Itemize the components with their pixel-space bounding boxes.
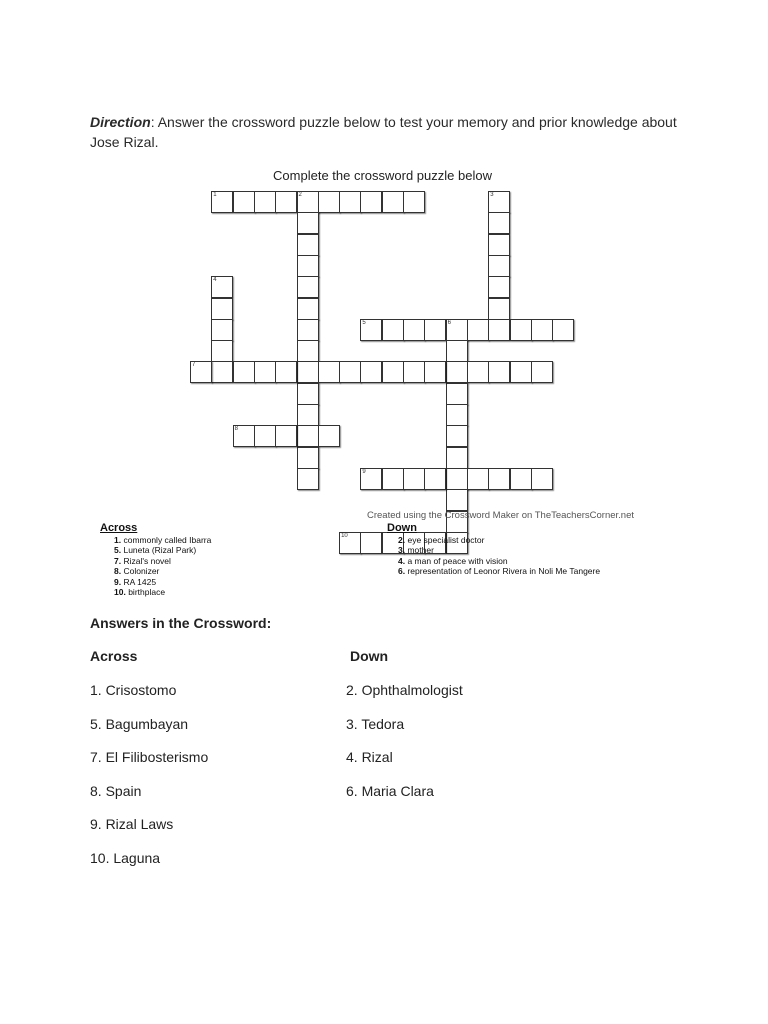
answer-item: 1. Crisostomo (90, 682, 177, 698)
crossword-cell[interactable] (297, 340, 319, 362)
crossword-cell[interactable] (233, 361, 255, 383)
crossword-cell[interactable] (297, 319, 319, 341)
crossword-cell[interactable] (297, 425, 319, 447)
crossword-cell[interactable] (552, 319, 574, 341)
crossword-cell[interactable] (360, 361, 382, 383)
crossword-cell[interactable] (446, 404, 468, 426)
clue-row: 5. Luneta (Rizal Park) (114, 545, 197, 556)
crossword-cell[interactable] (275, 425, 297, 447)
answer-item: 3. Tedora (346, 715, 405, 732)
crossword-cell[interactable] (297, 276, 319, 298)
crossword-cell[interactable] (275, 191, 297, 213)
crossword-cell[interactable] (446, 425, 468, 447)
crossword-cell[interactable] (211, 340, 233, 362)
answer-item: 7. El Filibosterismo (90, 749, 209, 766)
answer-item: 8. Spain (90, 782, 142, 799)
clue-row: 2. eye specialist doctor (398, 535, 485, 545)
clue-number: 8 (234, 426, 238, 433)
crossword-cell[interactable] (403, 191, 425, 213)
crossword-cell[interactable] (382, 361, 404, 383)
answers-down-header: Down (350, 648, 389, 664)
crossword-cell[interactable] (467, 468, 489, 490)
crossword-cell[interactable] (488, 255, 510, 277)
crossword-cell[interactable] (211, 276, 233, 298)
crossword-cell[interactable] (531, 468, 553, 490)
crossword-cell[interactable] (233, 191, 255, 213)
crossword-cell[interactable] (297, 383, 319, 405)
crossword-cell[interactable] (275, 361, 297, 383)
crossword-cell[interactable] (297, 404, 319, 426)
crossword-cell[interactable] (297, 234, 319, 256)
crossword-cell[interactable] (297, 255, 319, 277)
crossword-cell[interactable] (446, 319, 468, 341)
crossword-cell[interactable] (446, 383, 468, 405)
down-clues-header: Down (387, 522, 417, 534)
crossword-cell[interactable] (360, 191, 382, 213)
crossword-cell[interactable] (254, 191, 276, 213)
clue-row: 8. Colonizer (114, 566, 160, 577)
crossword-cell[interactable] (254, 361, 276, 383)
crossword-cell[interactable] (510, 319, 532, 341)
answer-item: 6. Maria Clara (346, 782, 434, 799)
answers-down-list (346, 681, 463, 815)
crossword-cell[interactable] (531, 319, 553, 341)
answers-across-header: Across (90, 648, 138, 664)
crossword-cell[interactable] (297, 447, 319, 469)
direction-text: : Answer the crossword puzzle below to test your memory and prior knowledge about Jose Rizal. (90, 114, 677, 150)
clue-number: 1 (213, 192, 217, 198)
crossword-cell[interactable] (233, 425, 255, 447)
answer-item: 2. Ophthalmologist (346, 682, 463, 698)
crossword-cell[interactable] (360, 319, 382, 341)
crossword-cell[interactable] (297, 191, 319, 213)
crossword-cell[interactable] (211, 361, 233, 383)
crossword-cell[interactable] (318, 425, 340, 447)
puzzle-title: Complete the crossword puzzle below (273, 168, 492, 183)
clue-number: 10 (341, 532, 348, 539)
down-clues (387, 522, 600, 577)
crossword-cell[interactable] (297, 468, 319, 490)
crossword-cell[interactable] (531, 361, 553, 383)
answer-item: 5. Bagumbayan (90, 715, 189, 732)
crossword-cell[interactable] (211, 319, 233, 341)
crossword-cell[interactable] (488, 298, 510, 320)
crossword-cell[interactable] (382, 319, 404, 341)
answers-across-list (90, 681, 208, 883)
crossword-cell[interactable] (382, 468, 404, 490)
crossword-cell[interactable] (510, 361, 532, 383)
crossword-cell[interactable] (211, 191, 233, 213)
direction-label: Direction (90, 114, 151, 130)
crossword-cell[interactable] (403, 361, 425, 383)
clue-row: 3. mother (398, 545, 434, 556)
crossword-cell[interactable] (488, 361, 510, 383)
crossword-cell[interactable] (382, 191, 404, 213)
crossword-cell[interactable] (424, 361, 446, 383)
crossword-cell[interactable] (488, 191, 510, 213)
clue-row: 10. birthplace (114, 587, 166, 598)
crossword-cell[interactable] (488, 212, 510, 234)
crossword-cell[interactable] (488, 276, 510, 298)
crossword-cell[interactable] (360, 468, 382, 490)
crossword-cell[interactable] (403, 319, 425, 341)
crossword-cell[interactable] (446, 489, 468, 511)
clue-number: 3 (490, 192, 494, 198)
crossword-cell[interactable] (488, 319, 510, 341)
clue-number: 5 (362, 319, 366, 326)
clue-row: 4. a man of peace with vision (398, 555, 508, 566)
crossword-cell[interactable] (467, 319, 489, 341)
crossword-cell[interactable] (254, 425, 276, 447)
crossword-cell[interactable] (360, 532, 382, 554)
clue-number: 6 (447, 319, 451, 326)
crossword-cell[interactable] (211, 298, 233, 320)
clue-row: 6. representation of Leonor Rivera in Noli Me Tangere (398, 566, 601, 577)
clue-number: 7 (192, 362, 196, 369)
crossword-cell[interactable] (446, 447, 468, 469)
crossword-cell[interactable] (467, 361, 489, 383)
puzzle-credit: Created using the Crossword Maker on TheTeachersCorner.net (367, 510, 635, 521)
clue-number: 4 (213, 277, 217, 284)
crossword-cell[interactable] (488, 234, 510, 256)
clue-row: 9. RA 1425 (114, 576, 157, 587)
clue-row: 1. commonly called Ibarra (114, 535, 212, 545)
answer-item: 4. Rizal (346, 749, 393, 766)
crossword-cell[interactable] (424, 319, 446, 341)
crossword-cell[interactable] (446, 361, 468, 383)
clue-number: 2 (298, 192, 302, 198)
crossword-cell[interactable] (488, 468, 510, 490)
clue-row: 7. Rizal's novel (114, 555, 171, 566)
crossword-cell[interactable] (339, 191, 361, 213)
across-clues (100, 522, 211, 597)
crossword-cell[interactable] (510, 468, 532, 490)
across-clues-header: Across (100, 522, 138, 534)
crossword-cell[interactable] (297, 212, 319, 234)
crossword-cell[interactable] (339, 532, 361, 554)
crossword-cell[interactable] (297, 361, 319, 383)
crossword-cell[interactable] (446, 340, 468, 362)
crossword-cell[interactable] (403, 468, 425, 490)
crossword-cell[interactable] (424, 468, 446, 490)
crossword-cell[interactable] (318, 361, 340, 383)
answers-title: Answers in the Crossword: (90, 615, 272, 631)
crossword-cell[interactable] (318, 191, 340, 213)
crossword-cell[interactable] (446, 468, 468, 490)
crossword-cell[interactable] (190, 361, 212, 383)
answer-item: 10. Laguna (90, 849, 161, 866)
answer-item: 9. Rizal Laws (90, 816, 174, 833)
clue-number: 9 (362, 468, 366, 475)
crossword-cell[interactable] (297, 298, 319, 320)
crossword-cell[interactable] (339, 361, 361, 383)
